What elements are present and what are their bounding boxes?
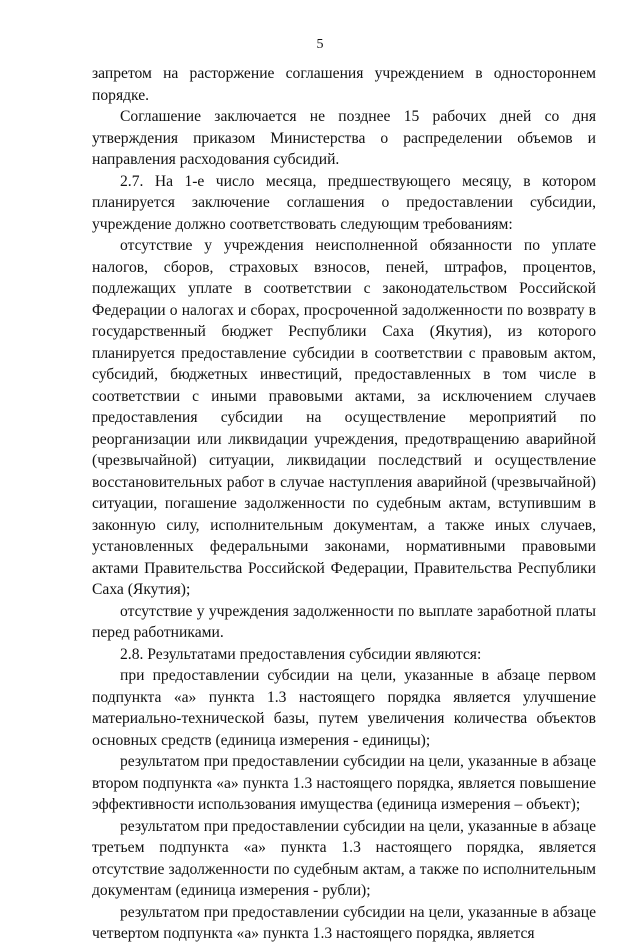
paragraph: отсутствие у учреждения задолженности по выплате заработной платы перед работниками. xyxy=(92,602,596,641)
paragraph: 2.8. Результатами предоставления субсидии являются: xyxy=(120,645,482,663)
paragraph: Соглашение заключается не позднее 15 рабочих дней со дня утверждения приказом Министерства о распределении объемов и направления расходования субсидий. xyxy=(92,108,596,168)
paragraph: 2.7. На 1-е число месяца, предшествующего месяцу, в котором планируется заключение соглашения о предоставлении субсидии, учреждение должно соответствовать следующим требованиям: xyxy=(92,172,596,233)
paragraph: результатом при предоставлении субсидии на цели, указанные в абзаце третьем подпункта «а» пункта 1.3 настоящего порядка, является отсутствие задолженности по судебным актам, а также по исполнительным документам (единица измерения - рубли); xyxy=(92,817,596,899)
paragraph: запретом на расторжение соглашения учреждением в одностороннем порядке. xyxy=(92,65,596,104)
paragraph: отсутствие у учреждения неисполненной обязанности по уплате налогов, сборов, страховых взносов, пеней, штрафов, процентов, подлежащих уплате в соответствии с законодательством Российской Федерации о налогах и сборах, просроченной задолженности по возврату в государственный бюджет Республики Саха (Якутия), из которого планируется предоставление субсидии в соответствии с правовым актом, субсидий, бюджетных инвестиций, предоставленных в том числе в соответствии с иными правовыми актами, за исключением случаев предоставления субсидии на осуществление мероприятий по реорганизации или ликвидации учреждения, предотвращению аварийной (чрезвычайной) ситуации, ликвидации последствий и осуществление восстановительных работ в случае наступления аварийной (чрезвычайной) ситуации, погашение задолженности по судебным актам, вступившим в законную силу, исполнительным документам, а также иных случаев, установленных федеральными законами, нормативными правовыми актами Правительства Российской Федерации, Правительства Республики Саха (Якутия); xyxy=(92,237,596,598)
document-body xyxy=(92,63,596,945)
paragraph: при предоставлении субсидии на цели, указанные в абзаце первом подпункта «а» пункта 1.3 настоящего порядка является улучшение материально-технической базы, путем увеличения количества объектов основных средств (единица измерения - единицы); xyxy=(92,667,596,749)
page-number: 5 xyxy=(316,37,324,52)
paragraph: результатом при предоставлении субсидии на цели, указанные в абзаце четвертом подпункта «а» пункта 1.3 настоящего порядка, является xyxy=(92,903,596,942)
paragraph: результатом при предоставлении субсидии на цели, указанные в абзаце втором подпункта «а» пункта 1.3 настоящего порядка, является повышение эффективности использования имущества (единица измерения – объект); xyxy=(92,753,596,813)
